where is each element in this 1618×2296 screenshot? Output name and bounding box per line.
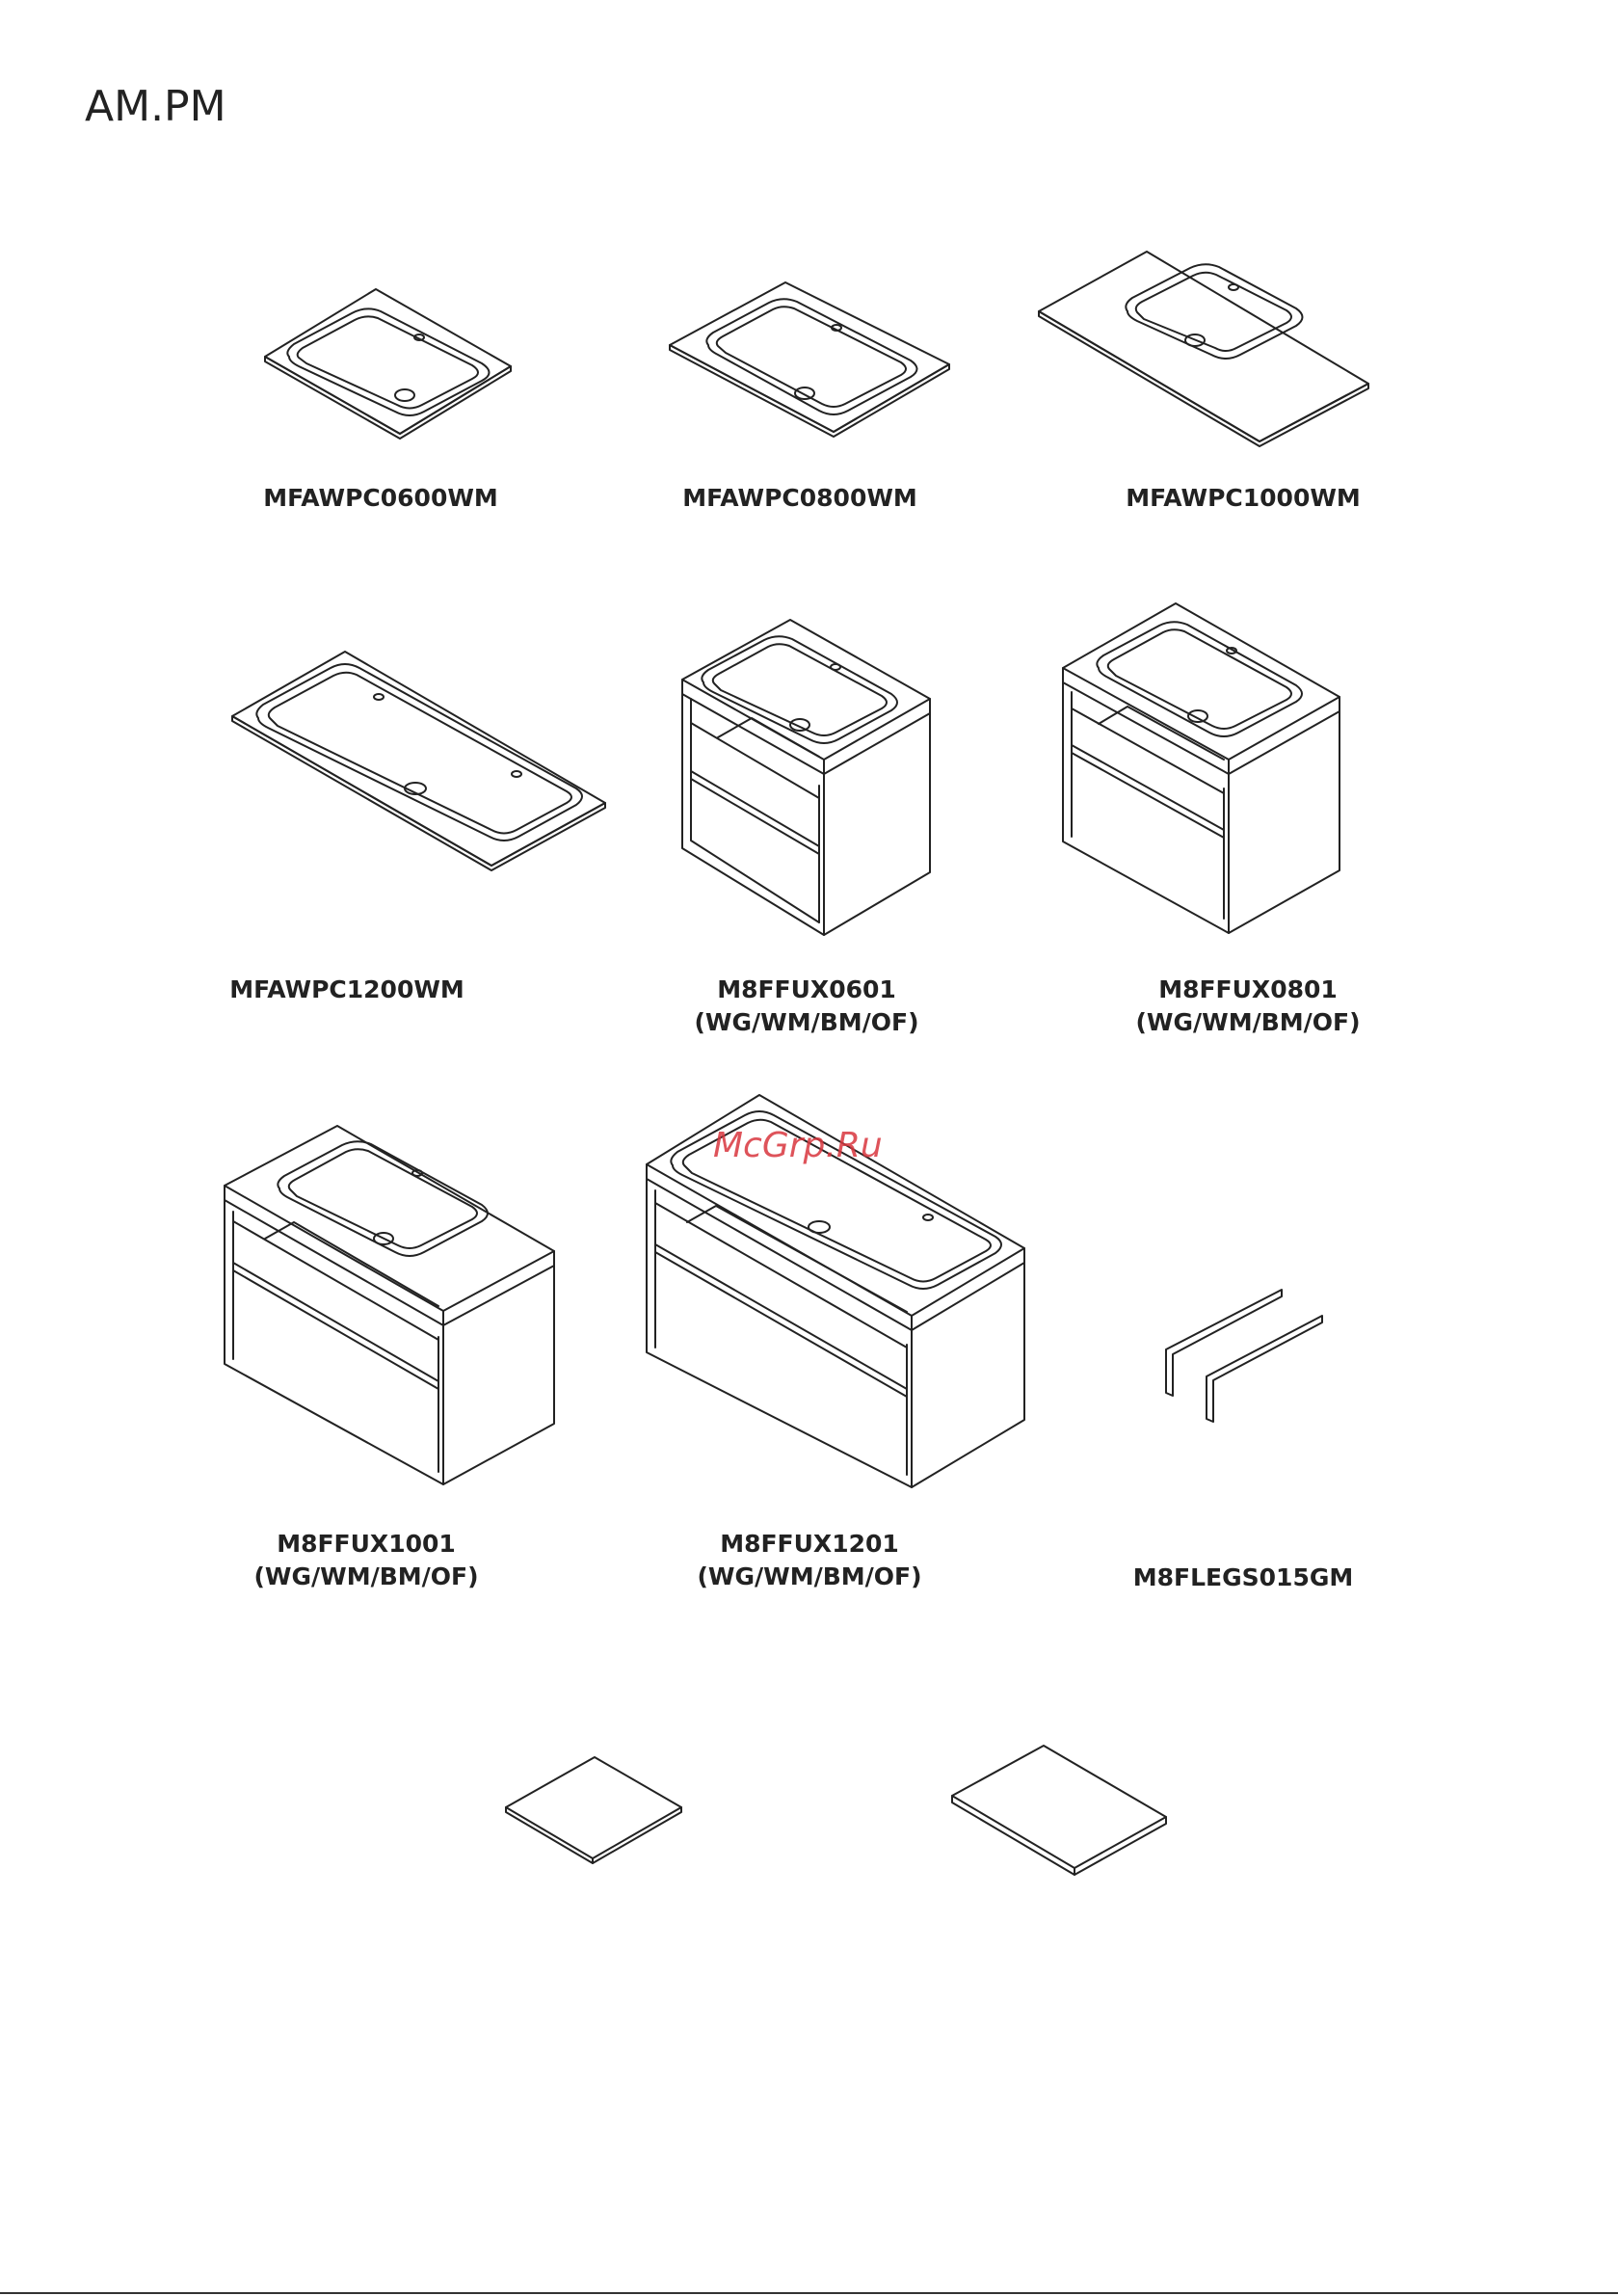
product-finish: (WG/WM/BM/OF) bbox=[1135, 1008, 1361, 1036]
panel-drawing-small bbox=[503, 1754, 686, 1870]
product-label-m8flegs015gm bbox=[1065, 1562, 1421, 1594]
legs-drawing bbox=[1161, 1292, 1330, 1427]
product-label-mfawpc0800wm bbox=[622, 482, 978, 515]
product-finish: (WG/WM/BM/OF) bbox=[253, 1562, 479, 1590]
basin-drawing-1200 bbox=[229, 649, 610, 870]
basin-drawing-800 bbox=[665, 278, 954, 446]
brand-logo-text: AM.PM bbox=[85, 82, 226, 131]
product-finish: (WG/WM/BM/OF) bbox=[694, 1008, 919, 1036]
product-finish: (WG/WM/BM/OF) bbox=[697, 1562, 922, 1590]
product-code: M8FFUX0801 bbox=[1158, 975, 1338, 1003]
brand-logo bbox=[85, 77, 258, 135]
product-label-m8ffux0801 bbox=[1070, 974, 1426, 1039]
panel-drawing-large bbox=[949, 1743, 1171, 1878]
cabinet-drawing-0601 bbox=[679, 617, 935, 940]
product-label-mfawpc0600wm bbox=[202, 482, 559, 515]
product-label-m8ffux0601 bbox=[628, 974, 985, 1039]
product-code: MFAWPC0600WM bbox=[263, 484, 498, 512]
bottom-rule bbox=[0, 2292, 1618, 2294]
basin-drawing-600 bbox=[260, 284, 520, 448]
cabinet-drawing-1001 bbox=[222, 1123, 559, 1489]
product-label-mfawpc1000wm bbox=[1065, 482, 1421, 515]
product-code: MFAWPC0800WM bbox=[682, 484, 917, 512]
product-label-mfawpc1200wm bbox=[169, 974, 525, 1006]
product-code: M8FLEGS015GM bbox=[1132, 1563, 1354, 1591]
cabinet-drawing-0801 bbox=[1060, 601, 1344, 938]
product-code: M8FFUX1001 bbox=[277, 1530, 456, 1558]
product-label-m8ffux1001 bbox=[188, 1528, 544, 1593]
watermark-text: McGrp.Ru bbox=[713, 1126, 883, 1165]
product-label-m8ffux1201 bbox=[631, 1528, 988, 1593]
basin-drawing-1000 bbox=[1036, 249, 1373, 446]
product-code: M8FFUX1201 bbox=[720, 1530, 899, 1558]
product-code: MFAWPC1000WM bbox=[1126, 484, 1361, 512]
product-code: MFAWPC1200WM bbox=[229, 975, 464, 1003]
product-code: M8FFUX0601 bbox=[717, 975, 896, 1003]
